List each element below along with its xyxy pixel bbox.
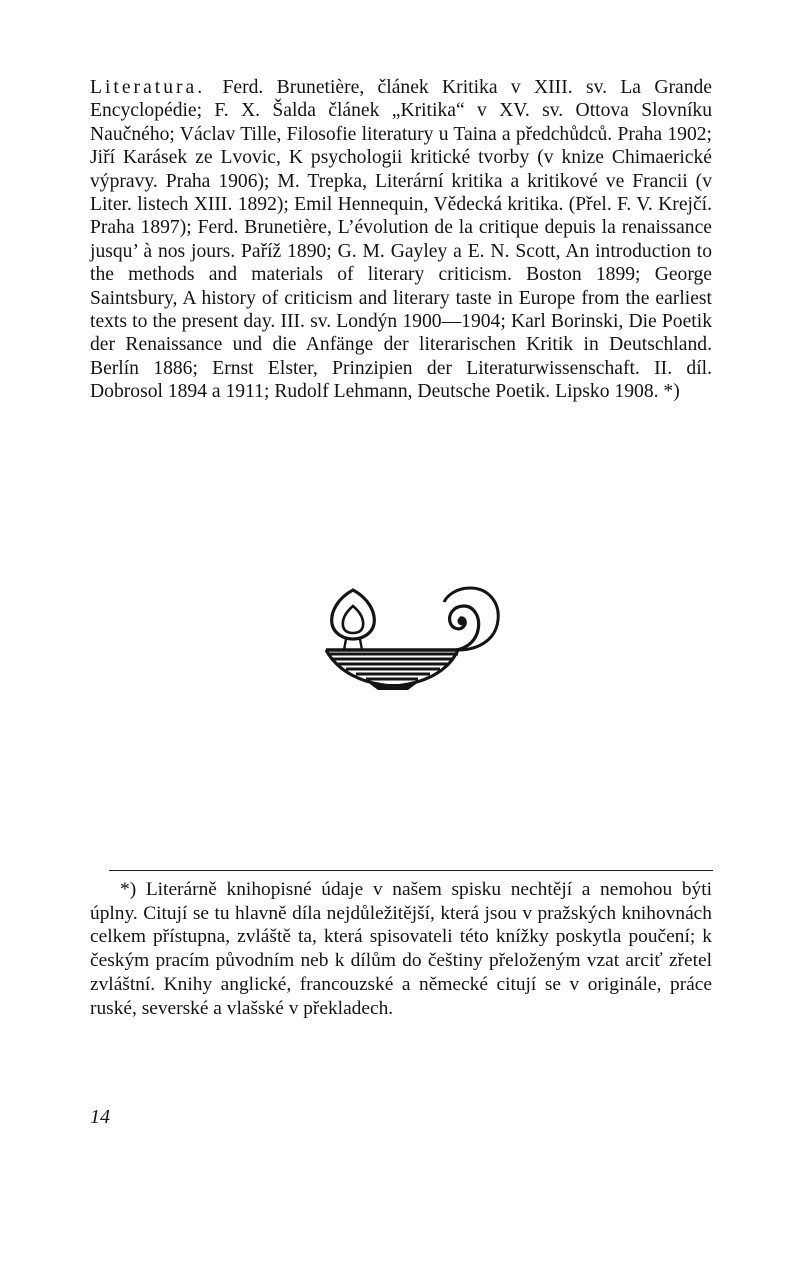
page-number: 14 (90, 1106, 110, 1128)
footnote-divider (109, 870, 713, 871)
bibliography-text: Ferd. Brunetière, článek Kritika v XIII. sv. La Grande Encyclopédie; F. X. Šalda článek „Kritika“ v XV. sv. Ottova Slovníku Naučného; Václav Tille, Filosofie literatury u Taina a předchůdců. Praha 1902; Jiří Karásek ze Lvovic, K psychologii kritické tvorby (v knize Chimaerické výpravy. Praha 1906); M. Trepka, Literární kritika a kritikové ve Francii (v Liter. listech XIII. 1892); Emil Hennequin, Vědecká kritika. (Přel. F. V. Krejčí. Praha 1897); Ferd. Brunetière, L’évolution de la critique depuis la renaissance jusqu’ à nos jours. Paříž 1890; G. M. Gayley a E. N. Scott, An introduction to the methods and materials of literary criticism. Boston 1899; George Saintsbury, A history of criticism and literary taste in Europe from the earliest texts to the present day. III. sv. Londýn 1900—1904; Karl Borinski, Die Poetik der Renaissance und die Anfänge der literarischen Kritik in Deutschland. Berlín 1886; Ernst Elster, Prinzipien der Literaturwissenschaft. II. díl. Dobrosol 1894 a 1911; Rudolf Lehmann, Deutsche Poetik. Lipsko 1908. *) (90, 77, 712, 403)
oil-lamp-icon (308, 584, 508, 694)
footnote (90, 878, 712, 1020)
footnote-text: Literárně knihopisné údaje v našem spisku nechtějí a nemohou býti úplny. Citují se tu hlavně díla nejdůležitější, která jsou v pražských knihovnách celkem přístupna, zvláště ta, která spisovateli této knížky poskytla poučení; k českým pracím původním neb k dílům do češtiny přeloženým vzat arciť zřetel zvláštní. Knihy anglické, francouzské a německé citují se v originále, práce ruské, severské a vlašské v překladech. (90, 879, 713, 1019)
page-body (90, 76, 712, 404)
bibliography-label: Literatura. (90, 77, 206, 98)
bibliography-paragraph (90, 76, 712, 404)
footnote-marker: *) (120, 879, 137, 900)
